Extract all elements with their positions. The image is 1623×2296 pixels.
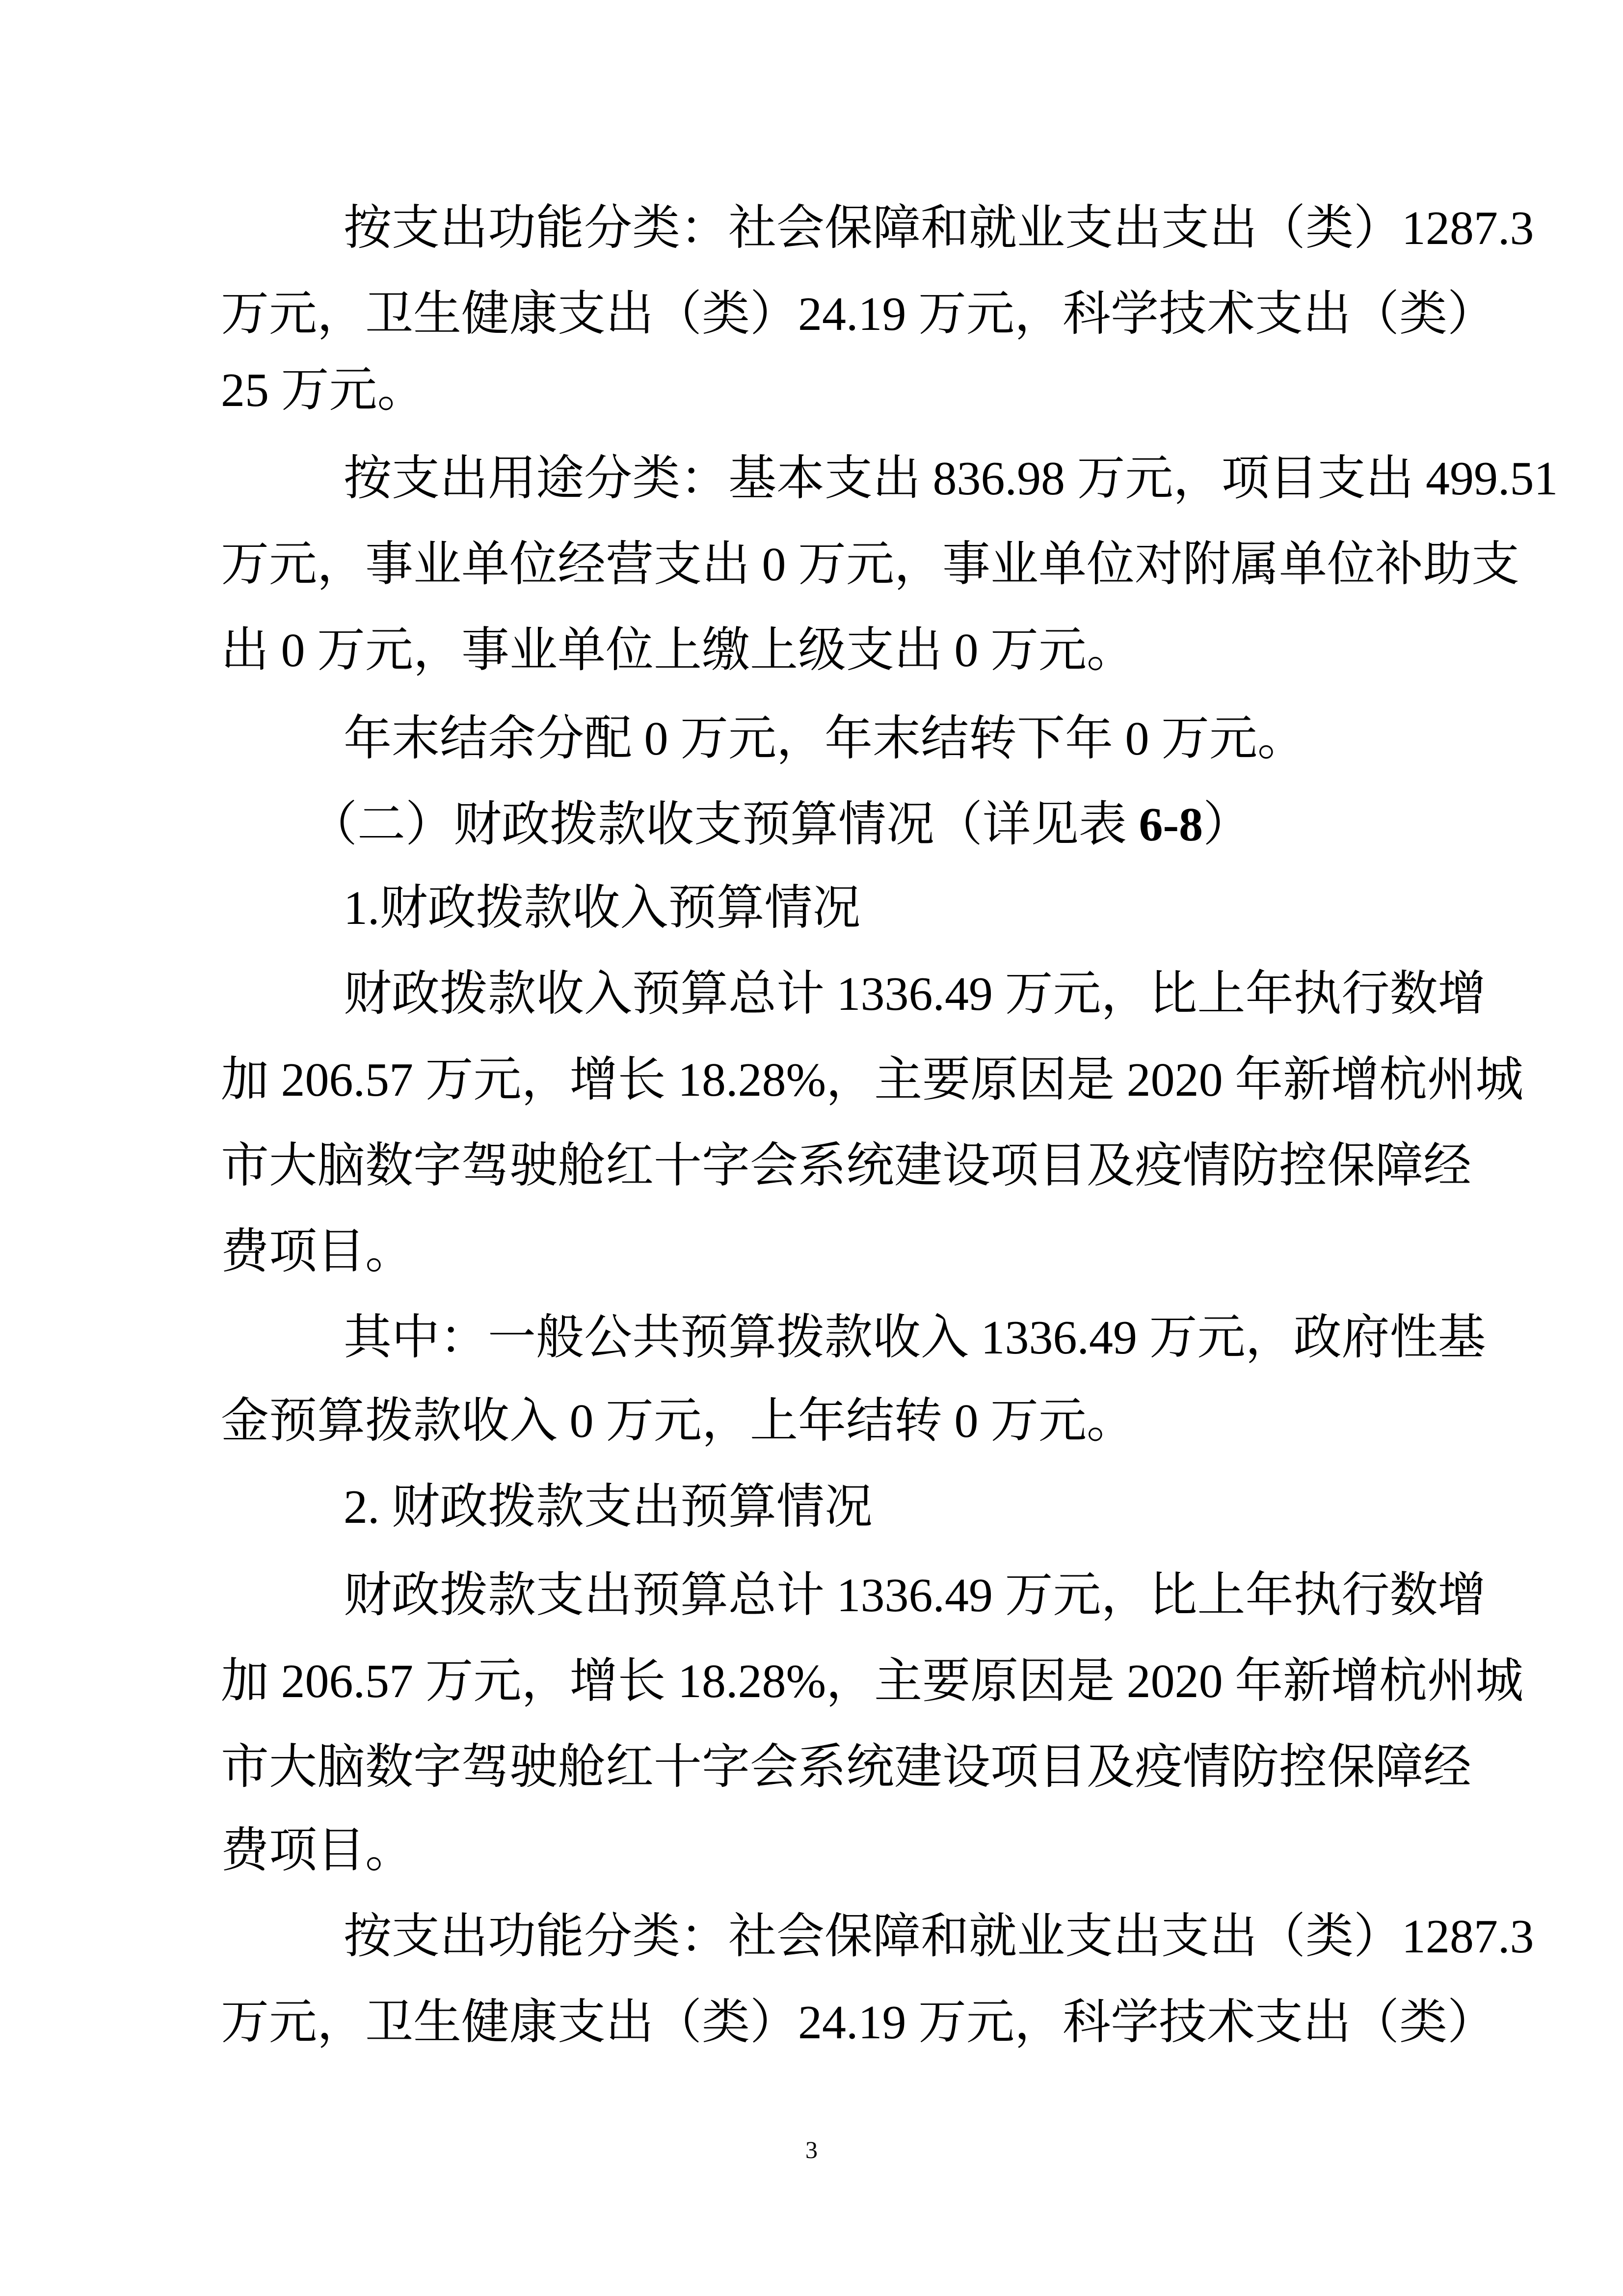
text-line: 费项目。 — [221, 1824, 414, 1877]
text-line: 财政拨款支出预算总计 1336.49 万元，比上年执行数增 — [344, 1569, 1486, 1622]
text-line: 加 206.57 万元，增长 18.28%，主要原因是 2020 年新增杭州城 — [221, 1053, 1524, 1107]
section-heading — [309, 793, 1251, 857]
text-line: 按支出用途分类：基本支出 836.98 万元，项目支出 499.51 — [344, 452, 1558, 505]
subheading: 1.财政拨款收入预算情况 — [344, 882, 861, 935]
text-line: 年末结余分配 0 万元，年末结转下年 0 万元。 — [344, 712, 1306, 765]
page-number: 3 — [805, 2136, 818, 2163]
text-line: 市大脑数字驾驶舱红十字会系统建设项目及疫情防控保障经 — [221, 1139, 1472, 1192]
text-line: 万元，卫生健康支出（类）24.19 万元，科学技术支出（类） — [221, 1996, 1496, 2049]
text-line: 金预算拨款收入 0 万元，上年结转 0 万元。 — [221, 1395, 1135, 1448]
heading-table-ref: 6-8 — [1139, 798, 1203, 851]
text-line: 按支出功能分类：社会保障和就业支出支出（类）1287.3 — [344, 1910, 1534, 1963]
text-line: 加 206.57 万元，增长 18.28%，主要原因是 2020 年新增杭州城 — [221, 1655, 1524, 1708]
text-line: 万元，卫生健康支出（类）24.19 万元，科学技术支出（类） — [221, 288, 1496, 341]
text-line: 万元，事业单位经营支出 0 万元，事业单位对附属单位补助支 — [221, 538, 1520, 591]
text-line: 其中：一般公共预算拨款收入 1336.49 万元，政府性基 — [344, 1311, 1486, 1364]
text-line: 市大脑数字驾驶舱红十字会系统建设项目及疫情防控保障经 — [221, 1741, 1472, 1794]
text-line: 费项目。 — [221, 1225, 414, 1278]
subheading: 2. 财政拨款支出预算情况 — [344, 1481, 873, 1534]
heading-text: （二）财政拨款收支预算情况（详见表 — [309, 798, 1139, 851]
text-line: 出 0 万元，事业单位上缴上级支出 0 万元。 — [221, 624, 1135, 677]
text-line: 财政拨款收入预算总计 1336.49 万元，比上年执行数增 — [344, 968, 1486, 1021]
heading-close: ） — [1203, 798, 1251, 851]
text-line: 25 万元。 — [221, 364, 426, 417]
text-line: 按支出功能分类：社会保障和就业支出支出（类）1287.3 — [344, 202, 1534, 255]
